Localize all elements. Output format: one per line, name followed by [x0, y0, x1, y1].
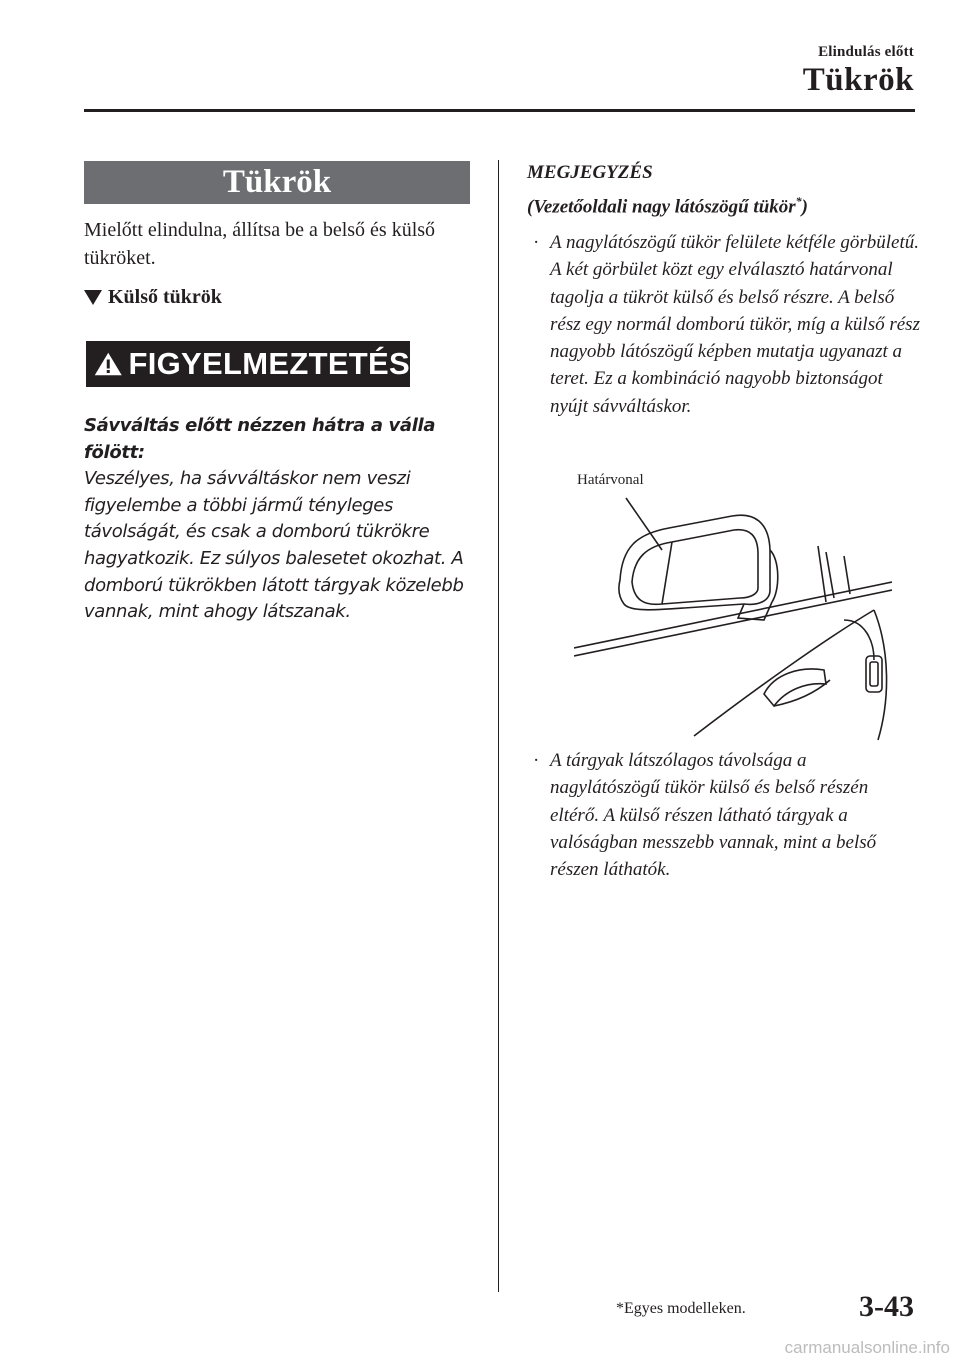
subheading-label: Külső tükrök: [108, 286, 222, 308]
bullet-text: A nagylátószögű tükör felülete kétféle görbületű. A két görbület közt egy elválasztó határvonal tagolja a tükröt külső és belső részre. A belső rész egy normál domború tükör, míg a külső rész nagyobb látószögű képben mutatja ugyanazt a teret. Ez a kombináció nagyobb biztonságot nyújt sávváltáskor.: [550, 232, 920, 417]
note-title: MEGJEGYZÉS: [527, 162, 653, 183]
figure-label: Határvonal: [577, 472, 644, 488]
note-subtitle-close: ): [801, 196, 808, 218]
bullet-dot-icon: ·: [533, 750, 540, 771]
section-title-bar: Tükrök: [84, 161, 470, 204]
column-divider: [498, 160, 499, 1292]
bullet-text: A tárgyak látszólagos távolsága a nagylátószögű tükör külső és belső részén eltérő. A külső részen látható tárgyak a valóságban messzebb vannak, mint a belső részen láthatók.: [550, 750, 877, 881]
warning-label: FIGYELMEZTETÉS: [128, 346, 410, 381]
warning-triangle-icon: [94, 347, 123, 381]
watermark: carmanualsonline.info: [784, 1338, 950, 1357]
warning-banner: [86, 341, 410, 387]
note-subtitle: [527, 188, 808, 220]
bullet-dot-icon: ·: [533, 232, 540, 253]
note-subtitle-text: (Vezetőoldali nagy látószögű tükör: [527, 196, 796, 218]
subheading: [84, 283, 222, 311]
header-title: Tükrök: [802, 62, 914, 98]
warning-text: [84, 413, 476, 626]
intro-text: Mielőtt elindulna, állítsa be a belső és külső tükröket.: [84, 219, 436, 269]
side-mirror-illustration: [574, 470, 892, 744]
page-number: 3-43: [859, 1290, 914, 1323]
footnote: *Egyes modelleken.: [616, 1300, 746, 1317]
warning-lead: Sávváltás előtt nézzen hátra a válla fölött:: [84, 415, 436, 463]
note-subtitle-star: *: [795, 194, 802, 208]
header-section: Elindulás előtt: [818, 44, 914, 60]
triangle-marker-icon: [84, 290, 102, 305]
warning-body: Veszélyes, ha sávváltáskor nem veszi figyelembe a többi jármű tényleges távolságát, és csak a domború tükrökre hagyatkozik. Ez súlyos balesetet okozhat. A domború tükrökben látott tárgyak közelebb vannak, mint ahogy látszanak.: [84, 468, 464, 623]
header-rule: [84, 109, 915, 112]
